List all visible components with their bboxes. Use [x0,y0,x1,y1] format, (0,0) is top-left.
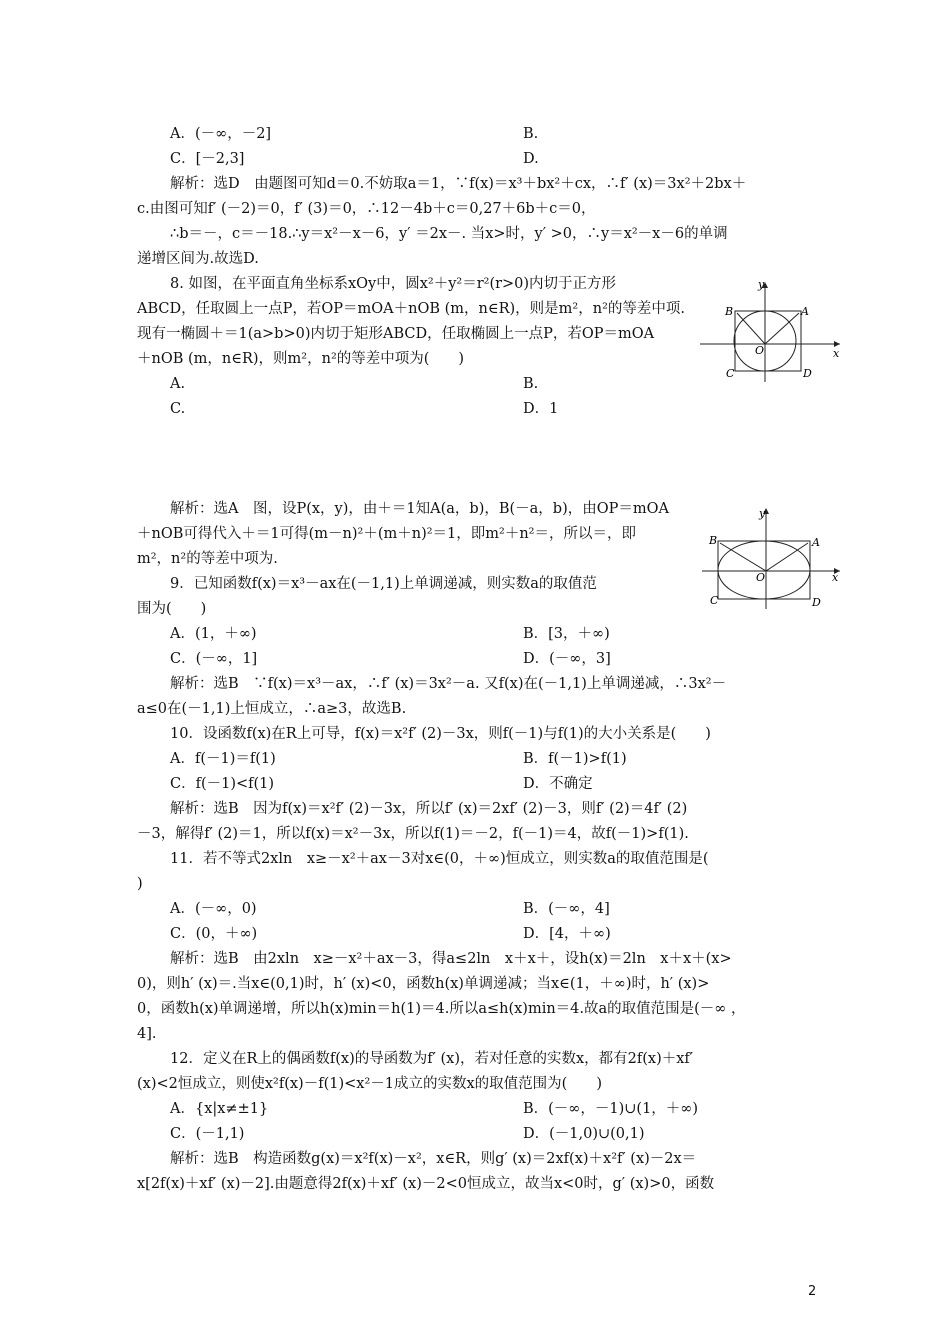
point-a-label: A [812,536,820,549]
q8-stem-line: 现有一椭圆＋＝1(a>b>0)内切于矩形ABCD，任取椭圆上一点P，若OP＝mOA [137,326,655,342]
q12-stem-line: (x)<2恒成立，则使x²f(x)－f(1)<x²－1成立的实数x的取值范围为( ) [137,1076,602,1092]
q11-solution-line: 0，函数h(x)单调递增，所以h(x)min＝h(1)＝4.所以a≤h(x)min＝4.故a的取值范围是(－∞ ， [137,1001,746,1017]
vector-ob [737,313,765,344]
x-label: x [832,571,839,584]
point-b-label: B [709,534,718,547]
vector-ob [720,543,766,571]
q12-stem-line: 12．定义在R上的偶函数f(x)的导函数为f′ (x)，若对任意的实数x，都有2f(x)＋xf′ [170,1051,694,1067]
y-label: y [759,507,766,520]
q7-solution-line: ∴b＝－，c＝－18.∴y＝x²－x－6，y′ ＝2x－. 当x>时，y′ >0，∴y＝x²－x－6的单调 [170,226,728,242]
q10-option-c: C．f(－1)<f(1) [170,776,275,792]
point-a-label: A [801,305,809,318]
origin-label: O [755,344,765,357]
circle-square-figure [695,278,845,386]
q12-option-b: B．(－∞，－1)∪(1，＋∞) [523,1101,699,1117]
q7-option-d: D. [523,151,539,167]
q7-solution-line: 解析：选D 由题图可知d＝0.不妨取a＝1，∵f(x)＝x³＋bx²＋cx，∴f′ (x)＝3x²＋2bx＋ [170,176,747,192]
q11-option-d: D．[4，＋∞) [523,926,611,942]
q10-stem-line: 10．设函数f(x)在R上可导，f(x)＝x²f′ (2)－3x，则f(－1)与f(1)的大小关系是( ) [170,726,711,742]
q12-solution-line: x[2f(x)＋xf′ (x)－2].由题意得2f(x)＋xf′ (x)－2<0恒成立，故当x<0时，g′ (x)>0，函数 [137,1176,715,1192]
q9-stem-line: 9．已知函数f(x)＝x³－ax在(－1,1)上单调递减，则实数a的取值范 [170,576,597,592]
q7-option-c: C．[－2,3] [170,151,245,167]
q9-stem-line: 围为( ) [137,601,207,617]
vector-oa [765,313,799,344]
q11-option-a: A．(－∞，0) [170,901,257,917]
q11-stem-line: ) [137,876,143,892]
q7-option-a: A．(－∞，－2] [170,126,272,142]
page-number: 2 [808,1284,817,1299]
q12-solution-line: 解析：选B 构造函数g(x)＝x²f(x)－x²，x∈R，则g′ (x)＝2xf(x)＋x²f′ (x)－2x＝ [170,1151,697,1167]
q8-solution-line: ＋nOB可得代入＋＝1可得(m－n)²＋(m＋n)²＝1，即m²＋n²＝，所以＝，即 [137,526,636,542]
q8-stem-line: ＋nOB (m，n∈R)，则m²，n²的等差中项为( ) [137,351,465,367]
q11-solution-line: 0)，则h′ (x)＝.当x∈(0,1)时，h′ (x)<0，函数h(x)单调递减；当x∈(1，＋∞)时，h′ (x)> [137,976,710,992]
q9-solution-line: 解析：选B ∵f(x)＝x³－ax，∴f′ (x)＝3x²－a. 又f(x)在(－1,1)上单调递减，∴3x²－ [170,676,727,692]
q12-option-a: A．{x|x≠±1} [170,1101,269,1117]
q9-solution-line: a≤0在(－1,1)上恒成立，∴a≥3，故选B. [137,701,407,717]
q9-option-c: C．(－∞，1] [170,651,258,667]
point-d-label: D [812,596,821,609]
q10-option-d: D．不确定 [523,776,593,792]
q11-stem-line: 11．若不等式2xln x≥－x²＋ax－3对x∈(0，＋∞)恒成立，则实数a的取值范围是( [170,851,709,867]
point-c-label: C [710,594,719,607]
point-d-label: D [803,367,812,380]
ellipse-rectangle-figure [700,503,845,611]
q7-solution-line: c.由图可知f′ (－2)＝0，f′ (3)＝0，∴12－4b＋c＝0,27＋6b＋c＝0， [137,201,596,217]
q10-solution-line: －3，解得f′ (2)＝1，所以f(x)＝x²－3x，所以f(1)＝－2，f(－1)＝4，故f(－1)>f(1). [137,826,689,842]
q11-option-b: B．(－∞，4] [523,901,610,917]
q10-option-a: A．f(－1)＝f(1) [170,751,276,767]
q11-solution-line: 4]. [137,1026,157,1042]
q7-option-b: B. [523,126,539,142]
q8-stem-line: ABCD，任取圆上一点P，若OP＝mOA＋nOB (m，n∈R)，则是m²，n²的等差中项. [137,301,685,317]
q8-solution-line: 解析：选A 图，设P(x，y)，由＋＝1知A(a，b)，B(－a，b)，由OP＝mOA [170,501,669,517]
q12-option-d: D．(－1,0)∪(0,1) [523,1126,645,1142]
q10-option-b: B．f(－1)>f(1) [523,751,627,767]
q9-option-a: A．(1，＋∞) [170,626,257,642]
x-label: x [833,347,840,360]
q9-option-d: D．(－∞，3] [523,651,611,667]
q10-solution-line: 解析：选B 因为f(x)＝x²f′ (2)－3x，所以f′ (x)＝2xf′ (2)－3，则f′ (2)＝4f′ (2) [170,801,688,817]
q11-solution-line: 解析：选B 由2xln x≥－x²＋ax－3，得a≤2ln x＋x＋，设h(x)＝2ln x＋x＋(x> [170,951,732,967]
point-b-label: B [725,305,734,318]
q8-option-c: C. [170,401,186,417]
point-c-label: C [726,367,735,380]
vector-oa [766,543,808,571]
q12-option-c: C．(－1,1) [170,1126,245,1142]
q8-solution-line: m²，n²的等差中项为. [137,551,278,567]
q8-option-b: B. [523,376,539,392]
q7-solution-line: 递增区间为.故选D. [137,251,259,267]
q8-option-d: D．1 [523,401,559,417]
q9-option-b: B．[3，＋∞) [523,626,610,642]
q8-option-a: A. [170,376,186,392]
q8-stem-line: 8. 如图，在平面直角坐标系xOy中，圆x²＋y²＝r²(r>0)内切于正方形 [170,276,617,292]
q11-option-c: C．(0，＋∞) [170,926,258,942]
origin-label: O [756,571,766,584]
y-label: y [758,278,765,291]
